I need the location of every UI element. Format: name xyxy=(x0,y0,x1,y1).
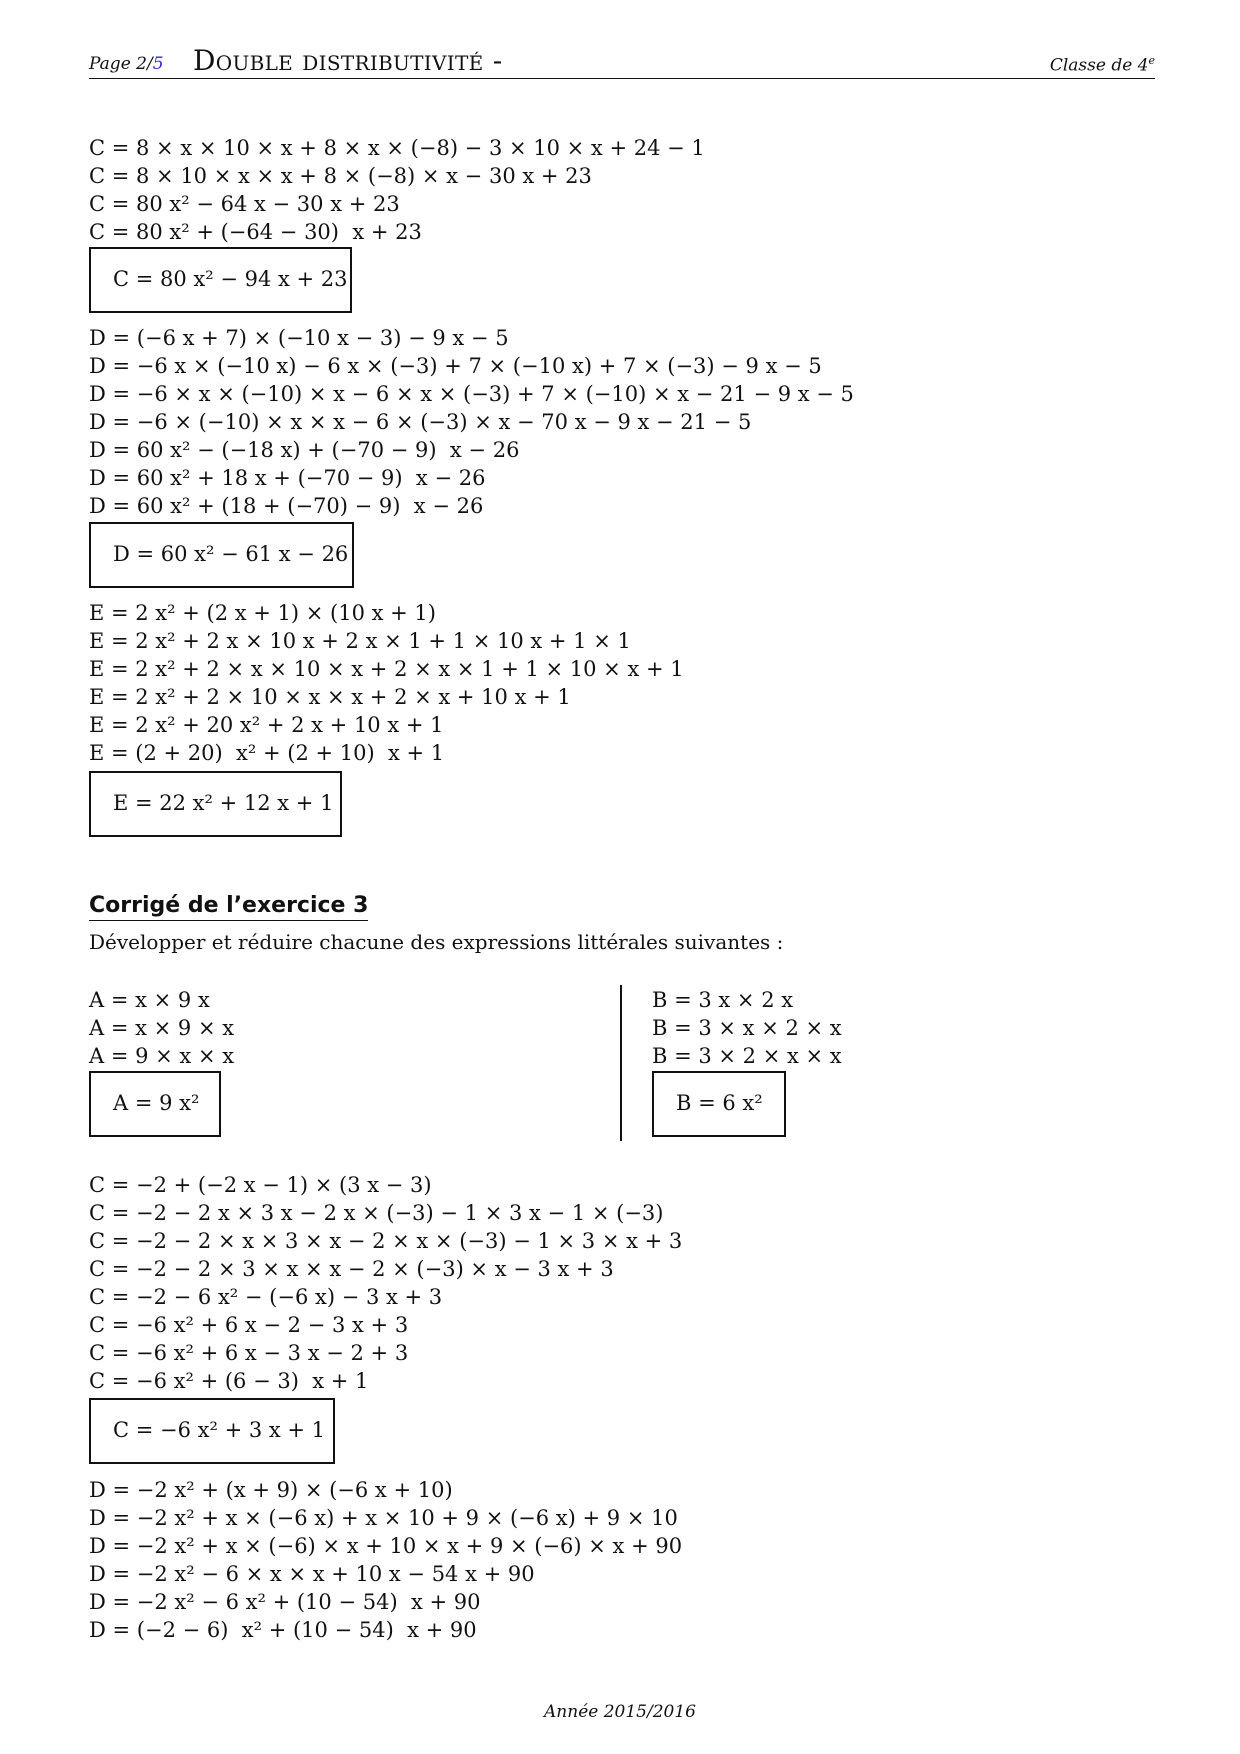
equation-line: E = 2 x² + 2 × 10 × x × x + 2 × x + 10 x + 1 xyxy=(89,685,571,709)
result-box: E = 22 x² + 12 x + 1 xyxy=(89,771,342,837)
equation-line: C = −2 − 2 × x × 3 × x − 2 × x × (−3) − 1 × 3 × x + 3 xyxy=(89,1229,683,1253)
equation-line: C = −2 − 6 x² − (−6 x) − 3 x + 3 xyxy=(89,1285,443,1309)
equation-line: D = 60 x² − (−18 x) + (−70 − 9) x − 26 xyxy=(89,438,520,462)
class-label: Classe de 4e xyxy=(1049,54,1155,76)
equation-line: D = (−6 x + 7) × (−10 x − 3) − 9 x − 5 xyxy=(89,326,509,350)
equation-line: D = (−2 − 6) x² + (10 − 54) x + 90 xyxy=(89,1618,477,1642)
page-title: Double distributivité - xyxy=(193,44,503,77)
equation-line: A = x × 9 × x xyxy=(89,1016,235,1040)
equation-line: D = −6 × (−10) × x × x − 6 × (−3) × x − 70 x − 9 x − 21 − 5 xyxy=(89,410,752,434)
section-title: Corrigé de l’exercice 3 xyxy=(89,893,368,921)
equation-line: D = −2 x² − 6 x² + (10 − 54) x + 90 xyxy=(89,1590,481,1614)
equation-line: B = 3 x × 2 x xyxy=(652,988,794,1012)
equation-line: D = −2 x² + x × (−6) × x + 10 × x + 9 × (−6) × x + 90 xyxy=(89,1534,683,1558)
equation-line: E = 2 x² + 20 x² + 2 x + 10 x + 1 xyxy=(89,713,444,737)
equation-line: D = 60 x² + 18 x + (−70 − 9) x − 26 xyxy=(89,466,486,490)
equation-line: D = −6 × x × (−10) × x − 6 × x × (−3) + 7 × (−10) × x − 21 − 9 x − 5 xyxy=(89,382,854,406)
equation-line: C = −2 − 2 × 3 × x × x − 2 × (−3) × x − 3 x + 3 xyxy=(89,1257,614,1281)
equation-line: C = −2 − 2 x × 3 x − 2 x × (−3) − 1 × 3 x − 1 × (−3) xyxy=(89,1201,664,1225)
equation-line: B = 3 × x × 2 × x xyxy=(652,1016,842,1040)
equation-line: C = 8 × x × 10 × x + 8 × x × (−8) − 3 × 10 × x + 24 − 1 xyxy=(89,136,705,160)
equation-line: E = 2 x² + 2 x × 10 x + 2 x × 1 + 1 × 10 x + 1 × 1 xyxy=(89,629,631,653)
equation-line: A = x × 9 x xyxy=(89,988,210,1012)
equation-line: E = 2 x² + 2 × x × 10 × x + 2 × x × 1 + 1 × 10 × x + 1 xyxy=(89,657,684,681)
equation-line: C = −6 x² + 6 x − 2 − 3 x + 3 xyxy=(89,1313,409,1337)
result-box: A = 9 x² xyxy=(89,1071,221,1137)
page-indicator: Page 2/5 xyxy=(89,54,164,74)
equation-line: D = 60 x² + (18 + (−70) − 9) x − 26 xyxy=(89,494,484,518)
equation-line: D = −2 x² + (x + 9) × (−6 x + 10) xyxy=(89,1478,453,1502)
equation-line: E = (2 + 20) x² + (2 + 10) x + 1 xyxy=(89,741,445,765)
equation-line: D = −2 x² + x × (−6 x) + x × 10 + 9 × (−6 x) + 9 × 10 xyxy=(89,1506,678,1530)
instruction-text: Développer et réduire chacune des expressions littérales suivantes : xyxy=(89,930,784,954)
equation-line: A = 9 × x × x xyxy=(89,1044,235,1068)
result-box: B = 6 x² xyxy=(652,1071,786,1137)
equation-line: B = 3 × 2 × x × x xyxy=(652,1044,842,1068)
page-footer: Année 2015/2016 xyxy=(544,1702,696,1722)
equation-line: C = −6 x² + (6 − 3) x + 1 xyxy=(89,1369,369,1393)
equation-line: E = 2 x² + (2 x + 1) × (10 x + 1) xyxy=(89,601,436,625)
page-header xyxy=(89,44,1155,79)
page-total-link[interactable]: 5 xyxy=(152,54,164,74)
equation-line: C = 80 x² − 64 x − 30 x + 23 xyxy=(89,192,400,216)
result-box: C = 80 x² − 94 x + 23 xyxy=(89,247,352,313)
equation-line: C = −2 + (−2 x − 1) × (3 x − 3) xyxy=(89,1173,432,1197)
result-box: D = 60 x² − 61 x − 26 xyxy=(89,522,354,588)
result-box: C = −6 x² + 3 x + 1 xyxy=(89,1398,335,1464)
column-divider xyxy=(620,985,622,1141)
equation-line: D = −2 x² − 6 × x × x + 10 x − 54 x + 90 xyxy=(89,1562,535,1586)
equation-line: C = 80 x² + (−64 − 30) x + 23 xyxy=(89,220,422,244)
equation-line: C = 8 × 10 × x × x + 8 × (−8) × x − 30 x + 23 xyxy=(89,164,592,188)
equation-line: D = −6 x × (−10 x) − 6 x × (−3) + 7 × (−10 x) + 7 × (−3) − 9 x − 5 xyxy=(89,354,822,378)
equation-line: C = −6 x² + 6 x − 3 x − 2 + 3 xyxy=(89,1341,409,1365)
